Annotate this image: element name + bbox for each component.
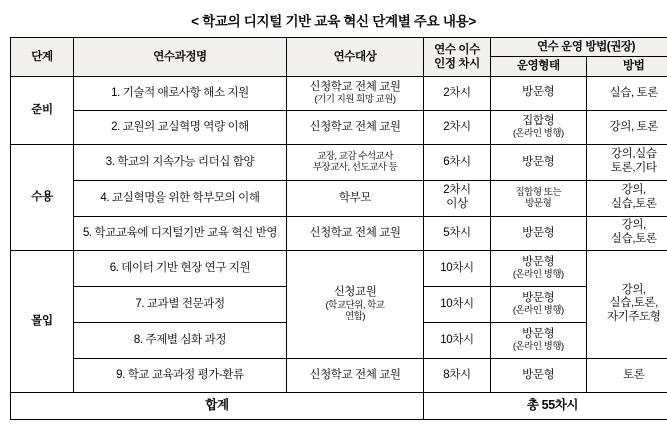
stage-cell-accept: 수용 [11, 144, 74, 250]
stage-cell-immersion: 몰입 [11, 250, 74, 392]
method-type-main-1: 방문형 [522, 86, 555, 99]
header-target: 연수대상 [287, 38, 424, 77]
method-type-2 [491, 110, 587, 144]
method-way-2: 강의, 토론 [586, 110, 667, 144]
target-9: 신청학교 전체 교원 [287, 358, 424, 392]
method-type-8 [491, 322, 587, 358]
method-type-3: 방문형 [491, 144, 587, 180]
method-type-main-7: 방문형 [522, 291, 555, 304]
table-body [11, 76, 667, 419]
target-4: 학부모 [287, 180, 424, 216]
method-type-main-2: 집합형 [522, 114, 555, 127]
method-type-sub-7: (온라인 병행) [512, 305, 564, 317]
table-row [11, 76, 667, 110]
header-hours: 연수 이수 인정 차시 [424, 38, 491, 77]
method-type-main-6: 방문형 [522, 255, 555, 268]
header-row-1 [11, 38, 667, 57]
hours-4: 2차시 이상 [424, 180, 491, 216]
method-way-3: 강의,실습 토론,기타 [586, 144, 667, 180]
hours-3: 6차시 [424, 144, 491, 180]
table-footer-row [11, 392, 667, 419]
header-method-type: 운영형태 [491, 57, 587, 76]
course-name-5: 5. 학교교육에 디지털기반 교육 혁신 반영 [74, 216, 287, 250]
target-main-1: 신청학교 전체 교원 [309, 80, 401, 93]
table-row [11, 180, 667, 216]
target-1 [287, 76, 424, 110]
method-type-main-8: 방문형 [522, 327, 555, 340]
course-name-1: 1. 기술적 애로사항 해소 지원 [74, 76, 287, 110]
course-name-4: 4. 교실혁명을 위한 학부모의 이해 [74, 180, 287, 216]
table-row [11, 358, 667, 392]
method-way-5: 강의, 실습,토론 [586, 216, 667, 250]
target-2: 신청학교 전체 교원 [287, 110, 424, 144]
course-name-6: 6. 데이터 기반 현장 연구 지원 [74, 250, 287, 286]
header-method-way: 방법 [586, 57, 667, 76]
target-main-6: 신청교원 [333, 285, 377, 298]
target-sub-1: (기기 지원 희망 교원) [314, 94, 396, 106]
method-way-6: 강의, 실습,토론, 자기주도형 [586, 250, 667, 358]
training-stages-table [10, 37, 667, 420]
table-row [11, 144, 667, 180]
hours-5: 5차시 [424, 216, 491, 250]
method-way-4: 강의, 실습,토론 [586, 180, 667, 216]
course-name-7: 7. 교과별 전문과정 [74, 286, 287, 322]
page-title: < 학교의 디지털 기반 교육 혁신 단계별 주요 내용> [191, 14, 476, 29]
table-row [11, 110, 667, 144]
method-way-1: 실습, 토론 [586, 76, 667, 110]
table-header [11, 38, 667, 77]
method-type-sub-2: (온라인 병행) [512, 128, 564, 140]
method-type-sub-6: (온라인 병행) [512, 269, 564, 281]
footer-label: 합계 [11, 392, 424, 419]
target-3 [287, 144, 424, 180]
method-type-7 [491, 286, 587, 322]
header-stage: 단계 [11, 38, 74, 77]
course-name-3: 3. 학교의 지속가능 리더십 함양 [74, 144, 287, 180]
header-method-group: 연수 운영 방법(권장) [491, 38, 667, 57]
method-type-sub-8: (온라인 병행) [512, 341, 564, 353]
hours-8: 10차시 [424, 322, 491, 358]
method-way-9: 토론 [586, 358, 667, 392]
method-type-9: 방문형 [491, 358, 587, 392]
target-main-3: 교장, 교감 수석교사 [317, 150, 393, 162]
course-name-2: 2. 교원의 교실혁명 역량 이해 [74, 110, 287, 144]
method-type-1 [491, 76, 587, 110]
table-row [11, 250, 667, 286]
stage-cell-prepare: 준비 [11, 76, 74, 144]
method-type-6 [491, 250, 587, 286]
footer-total: 총 55차시 [424, 392, 667, 419]
target-5: 신청학교 전체 교원 [287, 216, 424, 250]
hours-6: 10차시 [424, 250, 491, 286]
method-type-4: 집합형 또는 방문형 [491, 180, 587, 216]
target-sub-3: 부장교사, 선도교사 등 [312, 162, 398, 174]
table-row [11, 216, 667, 250]
header-course-name: 연수과정명 [74, 38, 287, 77]
target-6: 신청교원 (학교단위, 학교 연합) [287, 250, 424, 358]
hours-2: 2차시 [424, 110, 491, 144]
hours-9: 8차시 [424, 358, 491, 392]
hours-1: 2차시 [424, 76, 491, 110]
course-name-9: 9. 학교 교육과정 평가-환류 [74, 358, 287, 392]
course-name-8: 8. 주제별 심화 과정 [74, 322, 287, 358]
method-type-5: 방문형 [491, 216, 587, 250]
hours-7: 10차시 [424, 286, 491, 322]
